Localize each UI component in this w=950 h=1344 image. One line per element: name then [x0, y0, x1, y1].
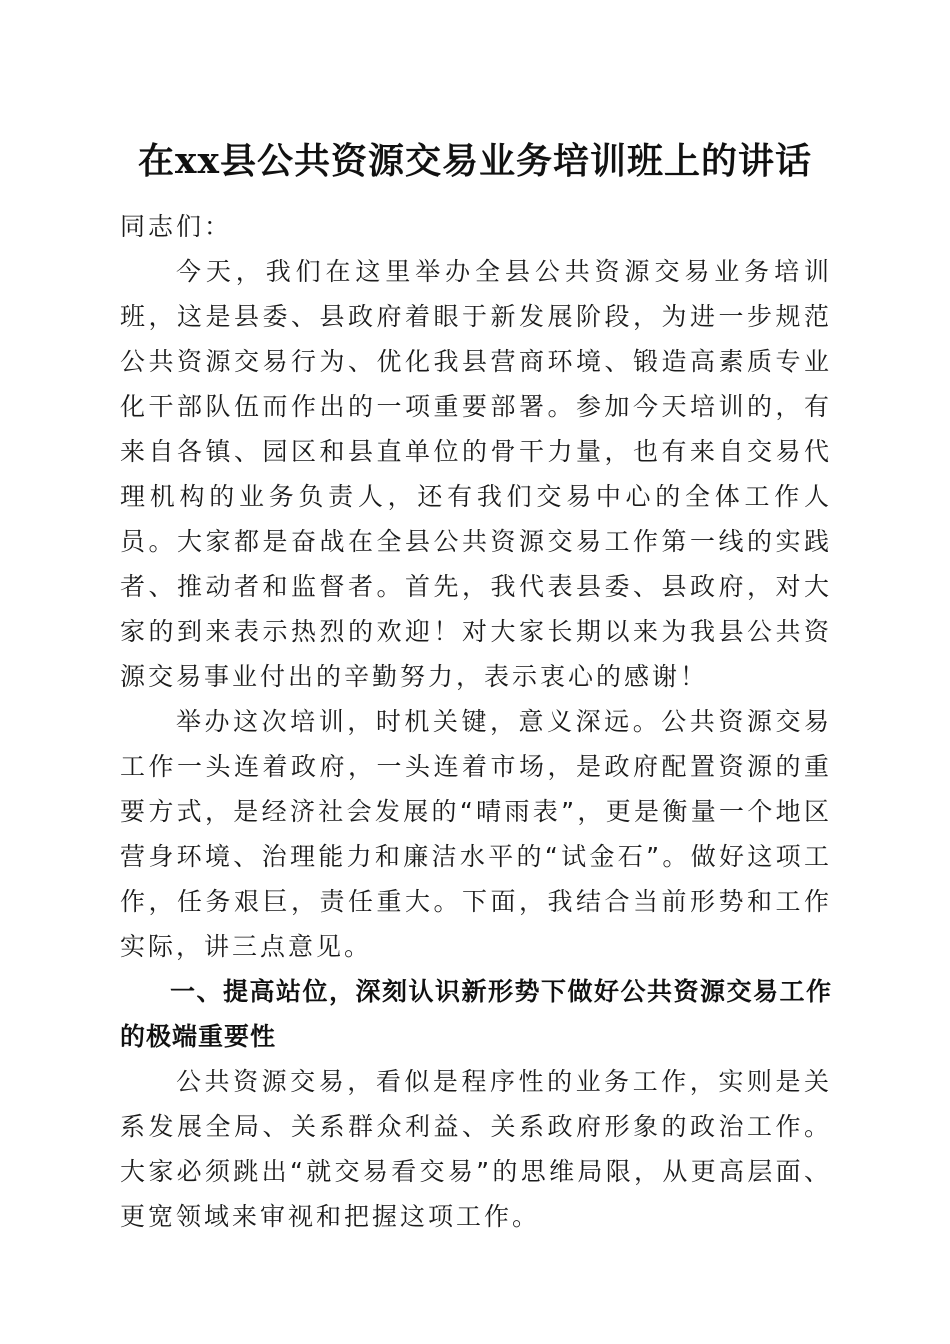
- paragraph-opening: 今天，我们在这里举办全县公共资源交易业务培训班，这是县委、县政府着眼于新发展阶段，为进一步规范公共资源交易行为、优化我县营商环境、锻造高素质专业化干部队伍而作出的一项重要部署。参加今天培训的，有来自各镇、园区和县直单位的骨干力量，也有来自交易代理机构的业务负责人，还有我们交易中心的全体工作人员。大家都是奋战在全县公共资源交易工作第一线的实践者、推动者和监督者。首先，我代表县委、县政府，对大家的到来表示热烈的欢迎！对大家长期以来为我县公共资源交易事业付出的辛勤努力，表示衷心的感谢！: [120, 257, 832, 691]
- paragraph-section-1: 公共资源交易，看似是程序性的业务工作，实则是关系发展全局、关系群众利益、关系政府形象的政治工作。大家必须跳出“就交易看交易”的思维局限，从更高层面、更宽领域来审视和把握这项工作。: [120, 1067, 832, 1231]
- document-title: 在xx县公共资源交易业务培训班上的讲话: [138, 140, 812, 182]
- paragraph-purpose: 举办这次培训，时机关键，意义深远。公共资源交易工作一头连着政府，一头连着市场，是政府配置资源的重要方式，是经济社会发展的“晴雨表”，更是衡量一个地区营身环境、治理能力和廉洁水平的“试金石”。做好这项工作，任务艰巨，责任重大。下面，我结合当前形势和工作实际，讲三点意见。: [120, 707, 832, 961]
- document-body: [120, 204, 832, 1239]
- section-heading-1: 一、提高站位，深刻认识新形势下做好公共资源交易工作的极端重要性: [120, 977, 832, 1051]
- salutation: 同志们：: [120, 212, 233, 241]
